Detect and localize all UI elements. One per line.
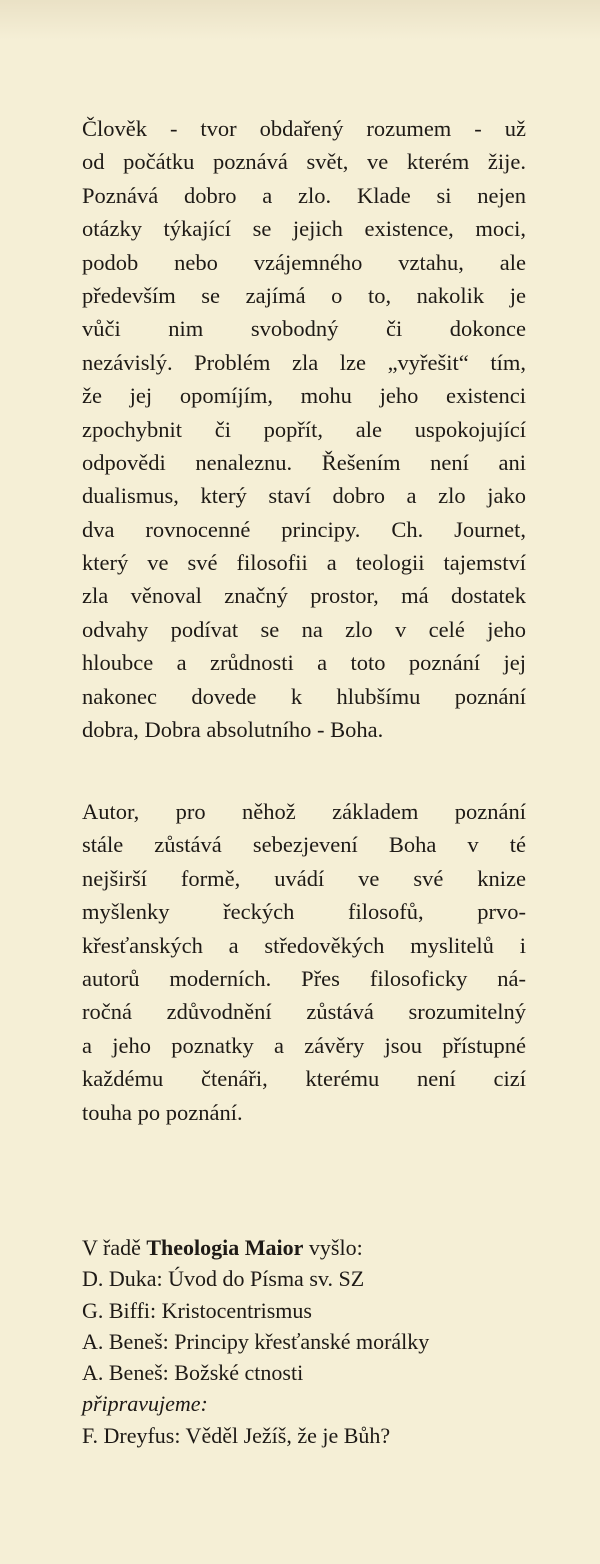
text-line: podob nebo vzájemného vztahu, ale [82,249,526,275]
text-line: především se zajímá o to, nakolik je [82,282,526,308]
text-line: zla věnoval značný prostor, má dostatek [82,583,526,609]
text-line: každému čtenáři, kterému není cizí [82,1066,526,1092]
upcoming-title: F. Dreyfus: Věděl Ježíš, že je Bůh? [82,1422,391,1448]
text-line: vůči nim svobodný či dokonce [82,316,526,342]
text-line: Člověk - tvor obdařený rozumem - už [82,116,526,141]
text-line: křesťanských a středověkých myslitelů i [82,932,526,958]
text-line: a jeho poznatky a závěry jsou přístupné [82,1032,526,1058]
text-line: dobra, Dobra absolutního - Boha. [82,717,384,743]
text-line: autorů moderních. Přes filosoficky ná- [82,965,526,991]
text-line: nakonec dovede k hlubšímu poznání [82,683,526,709]
series-intro-prefix: V řadě [82,1235,141,1260]
text-line: zpochybnit či popřít, ale uspokojující [82,416,526,442]
text-line: hloubce a zrůdnosti a toto poznání jej [82,650,526,676]
text-line: odvahy podívat se na zlo v celé jeho [82,616,526,642]
description-paragraph-1 [82,112,526,746]
series-intro-suffix: vyšlo: [308,1235,363,1260]
published-title: G. Biffi: Kristocentrismus [82,1297,312,1323]
published-title: A. Beneš: Božské ctnosti [82,1360,304,1386]
text-line: touha po poznání. [82,1099,243,1125]
text-line: odpovědi nenaleznu. Řešením není ani [82,449,526,475]
upcoming-label: připravujeme: [82,1391,208,1417]
text-line: dualismus, který staví dobro a zlo jako [82,483,526,509]
description-paragraph-2 [82,795,526,1129]
text-line: stále zůstává sebezjevení Boha v té [82,832,526,858]
text-line: který ve své filosofii a teologii tajemství [82,550,526,576]
text-line: Autor, pro něhož základem poznání [82,799,526,824]
series-name: Theologia Maior [146,1235,304,1260]
text-line: myšlenky řeckých filosofů, prvo- [82,899,526,925]
published-title: A. Beneš: Principy křesťanské morálky [82,1328,430,1354]
text-line: od počátku poznává svět, ve kterém žije. [82,149,526,175]
published-title: D. Duka: Úvod do Písma sv. SZ [82,1266,365,1292]
series-list [82,1232,552,1451]
text-line: že jej opomíjím, mohu jeho existenci [82,383,526,409]
text-line: otázky týkající se jejich existence, moci, [82,216,526,242]
text-line: Poznává dobro a zlo. Klade si nejen [82,182,526,208]
series-intro [82,1232,552,1263]
text-line: nezávislý. Problém zla lze „vyřešit“ tím, [82,349,526,375]
text-line: dva rovnocenné principy. Ch. Journet, [82,516,526,542]
text-line: nejširší formě, uvádí ve své knize [82,865,526,891]
text-line: ročná zdůvodnění zůstává srozumitelný [82,999,526,1025]
